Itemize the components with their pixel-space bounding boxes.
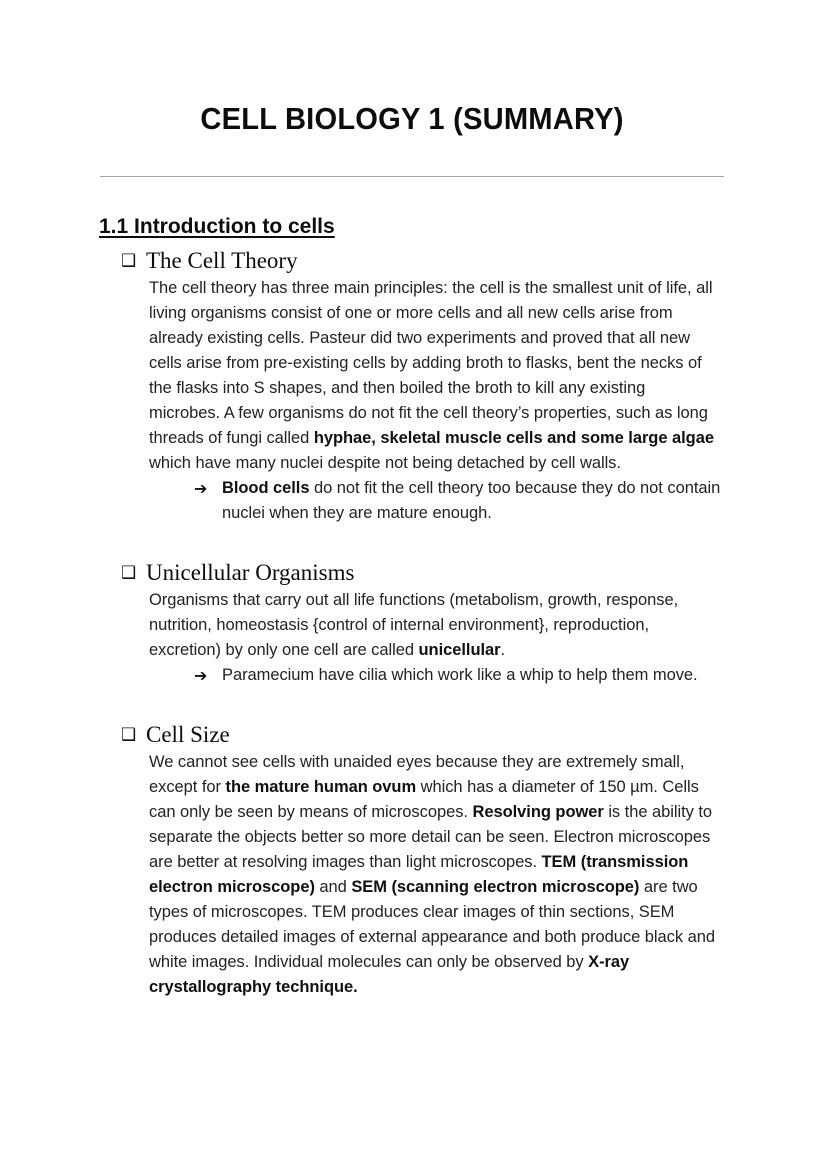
section-heading-1-1	[0, 212, 828, 242]
square-bullet-icon: ❑	[121, 251, 137, 271]
subsection-unicellular-organisms	[0, 558, 828, 688]
document-body	[0, 212, 828, 1000]
subsection-paragraph: We cannot see cells with unaided eyes because they are extremely small, except for the mature human ovum which has a diameter of 150 µm. Cells can only be seen by means of microscopes. Resolving power is the ability to separate the objects better so more detail can be seen. Electron microscopes are better at resolving images than light microscopes. TEM (transmission electron microscope) and SEM (scanning electron microscope) are two types of microscopes. TEM produces clear images of thin sections, SEM produces detailed images of external appearance and both produce black and white images. Individual molecules can only be observed by X-ray crystallography technique.	[149, 753, 715, 996]
section-spacer	[0, 526, 828, 558]
subsection-heading-label: Cell Size	[146, 722, 230, 747]
subsection-paragraph: The cell theory has three main principles: the cell is the smallest unit of life, all living organisms consist of one or more cells and all new cells arise from already existing cells. Pasteur did two experiments and proved that all new cells arise from pre-existing cells by adding broth to flasks, bent the necks of the flasks into S shapes, and then boiled the broth to kill any existing microbes. A few organisms do not fit the cell theory’s properties, such as long threads of fungi called hyphae, skeletal muscle cells and some large algae which have many nuclei despite not being detached by cell walls.	[149, 279, 714, 472]
subsection-bullet-item	[0, 663, 828, 688]
subsection-bullet-item	[0, 476, 828, 526]
square-bullet-icon: ❑	[121, 725, 137, 745]
subsection-heading-label: The Cell Theory	[146, 248, 298, 273]
bullet-text: Blood cells do not fit the cell theory too because they do not contain nuclei when they are mature enough.	[222, 479, 721, 522]
subsection-cell-size	[0, 720, 828, 1000]
title-divider	[100, 176, 724, 177]
bullet-text: Paramecium have cilia which work like a whip to help them move.	[222, 666, 698, 684]
arrow-bullet-icon: ➔	[194, 666, 208, 685]
arrow-bullet-icon: ➔	[194, 479, 208, 498]
square-bullet-icon: ❑	[121, 563, 137, 583]
section-spacer	[0, 688, 828, 720]
section-heading-label: 1.1 Introduction to cells	[99, 215, 335, 238]
subsection-the-cell-theory	[0, 246, 828, 526]
subsection-heading-label: Unicellular Organisms	[146, 560, 355, 585]
subsection-heading	[0, 246, 828, 276]
subsection-heading	[0, 558, 828, 588]
page-title: CELL BIOLOGY 1 (SUMMARY)	[200, 101, 624, 136]
subsection-heading	[0, 720, 828, 750]
subsection-paragraph: Organisms that carry out all life functions (metabolism, growth, response, nutrition, homeostasis {control of internal environment}, reproduction, excretion) by only one cell are called unicellular.	[149, 591, 679, 659]
